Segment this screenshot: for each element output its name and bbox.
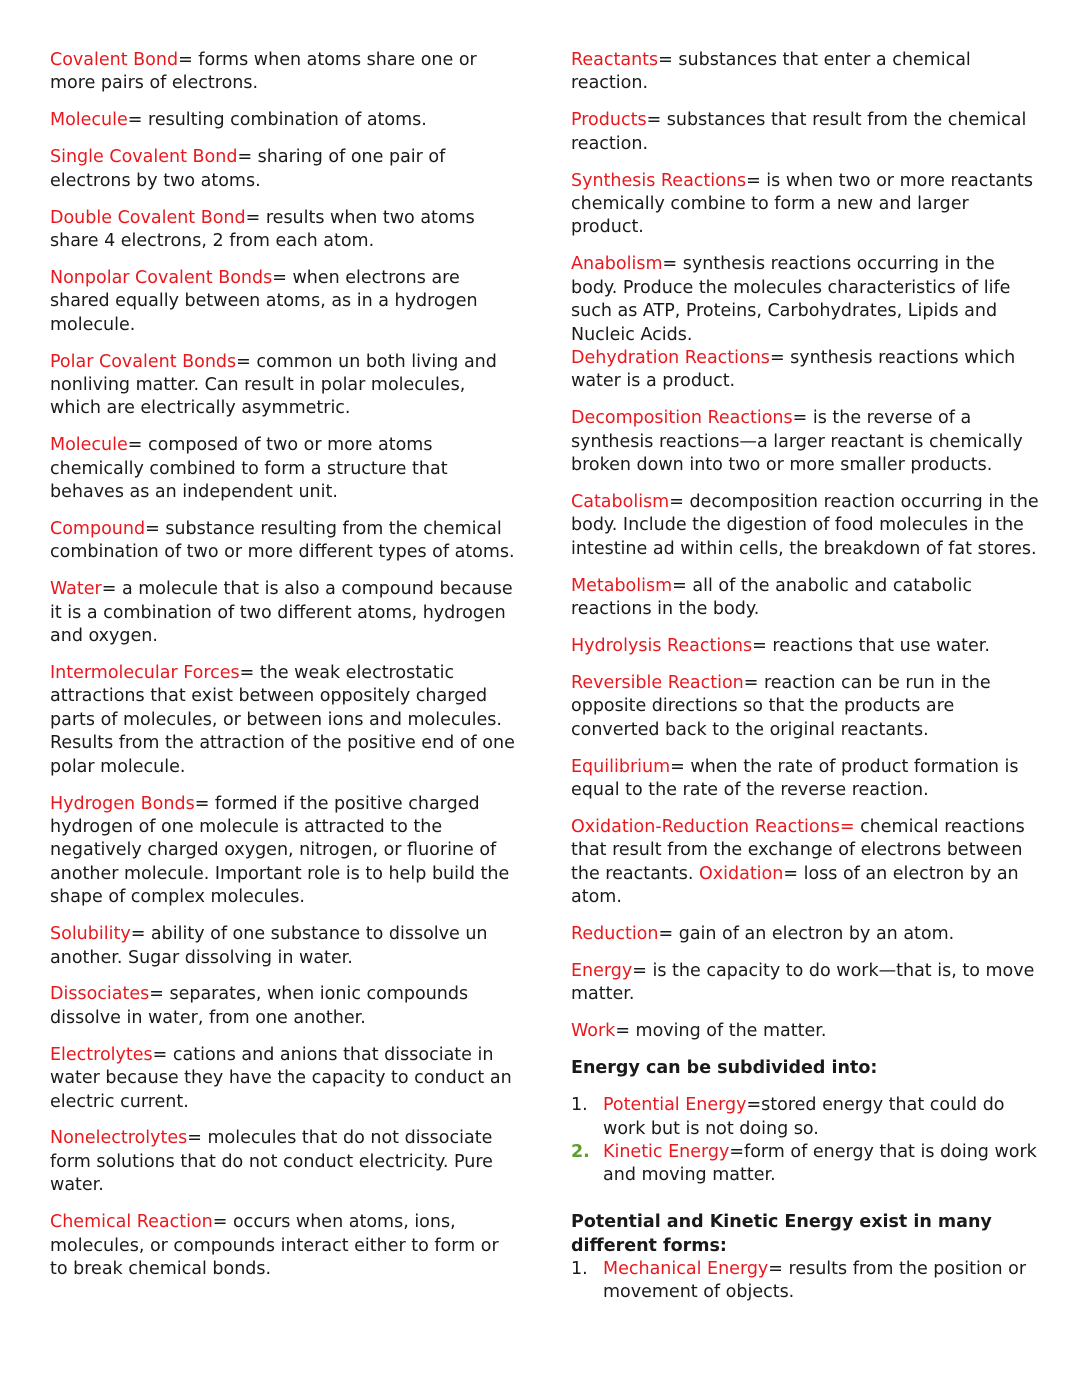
- term: Work: [571, 1021, 616, 1042]
- term: Synthesis Reactions: [571, 170, 747, 191]
- definition: =stored energy that could do work but is not doing so.: [603, 1095, 1005, 1139]
- term: Single Covalent Bond: [50, 147, 238, 168]
- term: Energy: [571, 961, 633, 981]
- definition-entry: [50, 267, 520, 337]
- definition: = is the capacity to do work—that is, to move matter.: [571, 961, 1035, 1005]
- definition: = all of the anabolic and catabolic reactions in the body.: [571, 575, 972, 620]
- term: Nonelectrolytes: [50, 1128, 188, 1149]
- list-item: [571, 1094, 1043, 1141]
- list-item: [571, 1258, 1043, 1305]
- definition: = molecules that do not dissociate form solutions that do not conduct electricity. Pure water.: [50, 1128, 493, 1196]
- definition: = reaction can be run in the opposite directions so that the products are converted back to the original reactants.: [571, 672, 991, 740]
- definition-entry: [50, 207, 520, 254]
- definition: = gain of an electron by an atom.: [658, 924, 955, 945]
- left-column: [50, 49, 520, 1295]
- definition-entry: [571, 407, 1043, 477]
- definition: = separates, when ionic compounds dissolve in water, from one another.: [50, 984, 469, 1028]
- term: Hydrolysis Reactions: [571, 636, 753, 657]
- definition-entry: [50, 434, 520, 504]
- definition-entry: [571, 109, 1043, 156]
- definition-entry: [571, 170, 1043, 240]
- definition: = common un both living and nonliving matter. Can result in polar molecules, which are electrically asymmetric.: [50, 351, 497, 419]
- definition-entry: [50, 983, 520, 1030]
- term: Oxidation-Reduction Reactions=: [571, 816, 855, 837]
- right-column: [571, 49, 1043, 1318]
- definition: = decomposition reaction occurring in the body. Include the digestion of food molecules in the intestine ad within cells, the breakdown of fat stores.: [571, 492, 1039, 559]
- definition: = synthesis reactions which water is a product.: [571, 347, 1016, 392]
- term: Double Covalent Bond: [50, 207, 246, 228]
- definition: = when the rate of product formation is equal to the rate of the reverse reaction.: [571, 756, 1019, 801]
- energy-types-list: [571, 1094, 1043, 1188]
- definition: = formed if the positive charged hydrogen of one molecule is attracted to the negatively charged oxygen, nitrogen, or fluorine of another molecule. Important role is to help build the shape of complex molecules.: [50, 793, 510, 908]
- definition-entry: [50, 146, 520, 193]
- list-number: 1.: [571, 1095, 588, 1116]
- definition: =form of energy that is doing work and moving matter.: [603, 1141, 1037, 1186]
- term: Intermolecular Forces: [50, 663, 240, 684]
- definition: = is when two or more reactants chemically combine to form a new and larger product.: [571, 170, 1034, 238]
- definition: = cations and anions that dissociate in water because they have the capacity to conduct an electric current.: [50, 1044, 512, 1112]
- term: Equilibrium: [571, 756, 671, 777]
- term: Metabolism: [571, 575, 673, 596]
- term: Dissociates: [50, 984, 150, 1005]
- definition: = composed of two or more atoms chemically combined to form a structure that behaves as an independent unit.: [50, 435, 448, 503]
- section-heading: Potential and Kinetic Energy exist in many different forms:: [571, 1212, 992, 1256]
- definition-entry: [571, 756, 1043, 803]
- term: Kinetic Energy: [603, 1141, 730, 1162]
- definition-entry: [571, 960, 1043, 1007]
- energy-forms-list: [571, 1258, 1043, 1305]
- definition: = a molecule that is also a compound because it is a combination of two different atoms, hydrogen and oxygen.: [50, 579, 513, 647]
- definition: = sharing of one pair of electrons by two atoms.: [50, 147, 446, 191]
- definition: = ability of one substance to dissolve un another. Sugar dissolving in water.: [50, 924, 488, 968]
- definition-entry: [571, 253, 1043, 347]
- section-heading: Energy can be subdivided into:: [571, 1058, 878, 1079]
- definition: = reactions that use water.: [752, 636, 990, 657]
- definition-entry: [50, 923, 520, 970]
- term: Covalent Bond: [50, 50, 179, 70]
- term: Solubility: [50, 924, 131, 945]
- term: Polar Covalent Bonds: [50, 351, 237, 372]
- definition-entry: [571, 347, 1043, 394]
- definition: = when electrons are shared equally between atoms, as in a hydrogen molecule.: [50, 267, 478, 335]
- definition-entry: [571, 816, 1043, 910]
- list-number: 1.: [571, 1259, 588, 1280]
- term: Mechanical Energy: [603, 1259, 769, 1280]
- definition: = is the reverse of a synthesis reactions—a larger reactant is chemically broken down into two or more smaller products.: [571, 408, 1023, 476]
- term: Oxidation: [699, 863, 784, 884]
- definition-entry: [571, 575, 1043, 622]
- definition-entry: [50, 793, 520, 910]
- definition: = resulting combination of atoms.: [127, 110, 427, 131]
- term: Reduction: [571, 924, 659, 945]
- definition-entry: [50, 351, 520, 421]
- definition: chemical reactions that result from the exchange of electrons between the reactants.: [571, 816, 1025, 884]
- term: Electrolytes: [50, 1044, 153, 1065]
- definition: = occurs when atoms, ions, molecules, or compounds interact either to form or to break chemical bonds.: [50, 1212, 499, 1279]
- definition-entry: [50, 662, 520, 779]
- definition: = the weak electrostatic attractions that exist between oppositely charged parts of molecules, or between ions and molecules. Results from the attraction of the positive end of one polar molecule.: [50, 663, 515, 777]
- term: Chemical Reaction: [50, 1212, 213, 1233]
- term: Nonpolar Covalent Bonds: [50, 267, 273, 288]
- definition-entry: [50, 1044, 520, 1114]
- definition: = results from the position or movement of objects.: [603, 1259, 1027, 1303]
- definition-entry: [571, 491, 1043, 561]
- term: Reactants: [571, 50, 659, 70]
- term: Products: [571, 110, 647, 131]
- term: Molecule: [50, 435, 128, 456]
- definition: = synthesis reactions occurring in the body. Produce the molecules characteristics of life such as ATP, Proteins, Carbohydrates, Lipids and Nucleic Acids.: [571, 254, 1011, 345]
- definition: = substances that enter a chemical reaction.: [571, 50, 971, 94]
- term: Molecule: [50, 110, 128, 131]
- definition-entry: [50, 518, 520, 565]
- term: Reversible Reaction: [571, 672, 744, 693]
- definition-entry: [50, 1211, 520, 1281]
- definition: = forms when atoms share one or more pairs of electrons.: [50, 50, 477, 94]
- term: Decomposition Reactions: [571, 408, 793, 429]
- term: Anabolism: [571, 254, 663, 275]
- definition: = substance resulting from the chemical combination of two or more different types of atoms.: [50, 519, 515, 563]
- definition-entry: [571, 923, 1043, 946]
- definition-entry: [571, 1020, 1043, 1043]
- term: Potential Energy: [603, 1095, 747, 1116]
- list-number: 2.: [571, 1141, 590, 1162]
- term: Dehydration Reactions: [571, 347, 770, 368]
- definition: = loss of an electron by an atom.: [571, 863, 1019, 908]
- term: Water: [50, 579, 102, 600]
- definition: = results when two atoms share 4 electrons, 2 from each atom.: [50, 207, 475, 251]
- definition-entry: [571, 635, 1043, 658]
- definition-entry: [50, 578, 520, 648]
- definition: = moving of the matter.: [615, 1021, 827, 1042]
- term: Catabolism: [571, 492, 670, 512]
- definition-entry: [50, 109, 520, 132]
- term: Compound: [50, 519, 146, 539]
- definition-entry: [50, 49, 520, 96]
- term: Hydrogen Bonds: [50, 793, 195, 814]
- definition-entry: [50, 1127, 520, 1197]
- definition: = substances that result from the chemical reaction.: [571, 110, 1027, 154]
- definition-entry: [571, 49, 1043, 96]
- definition-entry: [571, 672, 1043, 742]
- list-item: [571, 1141, 1043, 1188]
